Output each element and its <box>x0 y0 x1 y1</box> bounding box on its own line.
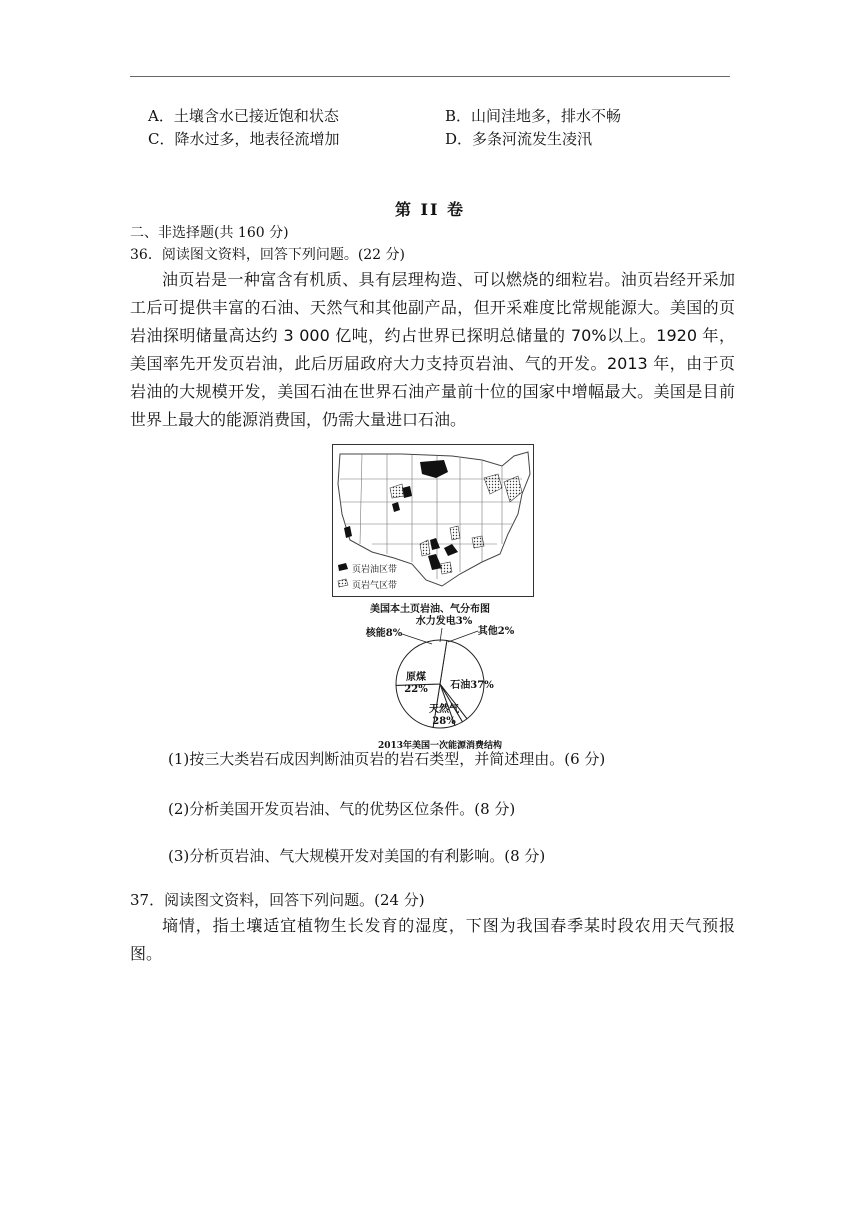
option-b: B．山间洼地多，排水不畅 <box>445 107 622 125</box>
pie-label-coal-value: 22% <box>404 684 428 695</box>
map-caption: 美国本土页岩油、气分布图 <box>370 604 490 615</box>
option-c: C．降水过多，地表径流增加 <box>148 130 340 148</box>
part-title: 二、非选择题(共 160 分) <box>130 225 289 241</box>
pie-label-hydro: 水力发电3% <box>415 616 473 627</box>
pie-label-gas: 天然气 <box>429 704 459 715</box>
energy-pie-chart <box>360 612 520 752</box>
pie-label-nuclear: 核能8% <box>365 628 403 639</box>
q36-sub3: (3)分析页岩油、气大规模开发对美国的有利影响。(8 分) <box>168 847 546 865</box>
pie-label-other: 其他2% <box>477 626 515 637</box>
pie-label-gas-value: 28% <box>432 716 456 727</box>
section-title: 第 II 卷 <box>394 200 466 219</box>
q36-heading: 36．阅读图文资料，回答下列问题。(22 分) <box>130 247 406 263</box>
us-shale-map <box>332 444 534 597</box>
q36-paragraph: 油页岩是一种富含有机质、具有层理构造、可以燃烧的细粒岩。油页岩经开采加工后可提供丰富的石油、天然气和其他副产品，但开采难度比常规能源大。美国的页岩油探明储量高达约 3 000 亿吨，约占世界已探明总储量的 70%以上。1920 年，美国率先开发页岩油，此后历届政府大力支持页岩油、气的开发。2013 年，由于页岩油的大规模开发，美国石油在世界石油产量前十位的国家中增幅最大。美国是目前世界上最大的能源消费国，仍需大量进口石油。 <box>130 270 735 429</box>
pie-title: 2013年美国一次能源消费结构 <box>377 741 503 751</box>
option-d: D．多条河流发生凌汛 <box>445 130 593 148</box>
legend-oil-label: 页岩油区带 <box>352 565 398 575</box>
leader-other <box>448 631 478 642</box>
pie-label-oil: 石油37% <box>450 680 494 691</box>
q36-sub2: (2)分析美国开发页岩油、气的优势区位条件。(8 分) <box>168 800 516 818</box>
legend-gas-label: 页岩气区带 <box>352 581 398 591</box>
pie-label-coal: 原煤 <box>406 672 426 683</box>
q37-paragraph: 墒情，指土壤适宜植物生长发育的湿度，下图为我国春季某时段农用天气预报图。 <box>130 916 735 963</box>
q36-sub1: (1)按三大类岩石成因判断油页岩的岩石类型，并简述理由。(6 分) <box>168 750 606 768</box>
leader-nuclear <box>402 634 432 644</box>
q37-heading: 37．阅读图文资料，回答下列问题。(24 分) <box>130 891 425 909</box>
top-rule <box>130 76 730 77</box>
option-a: A．土壤含水已接近饱和状态 <box>148 107 339 125</box>
